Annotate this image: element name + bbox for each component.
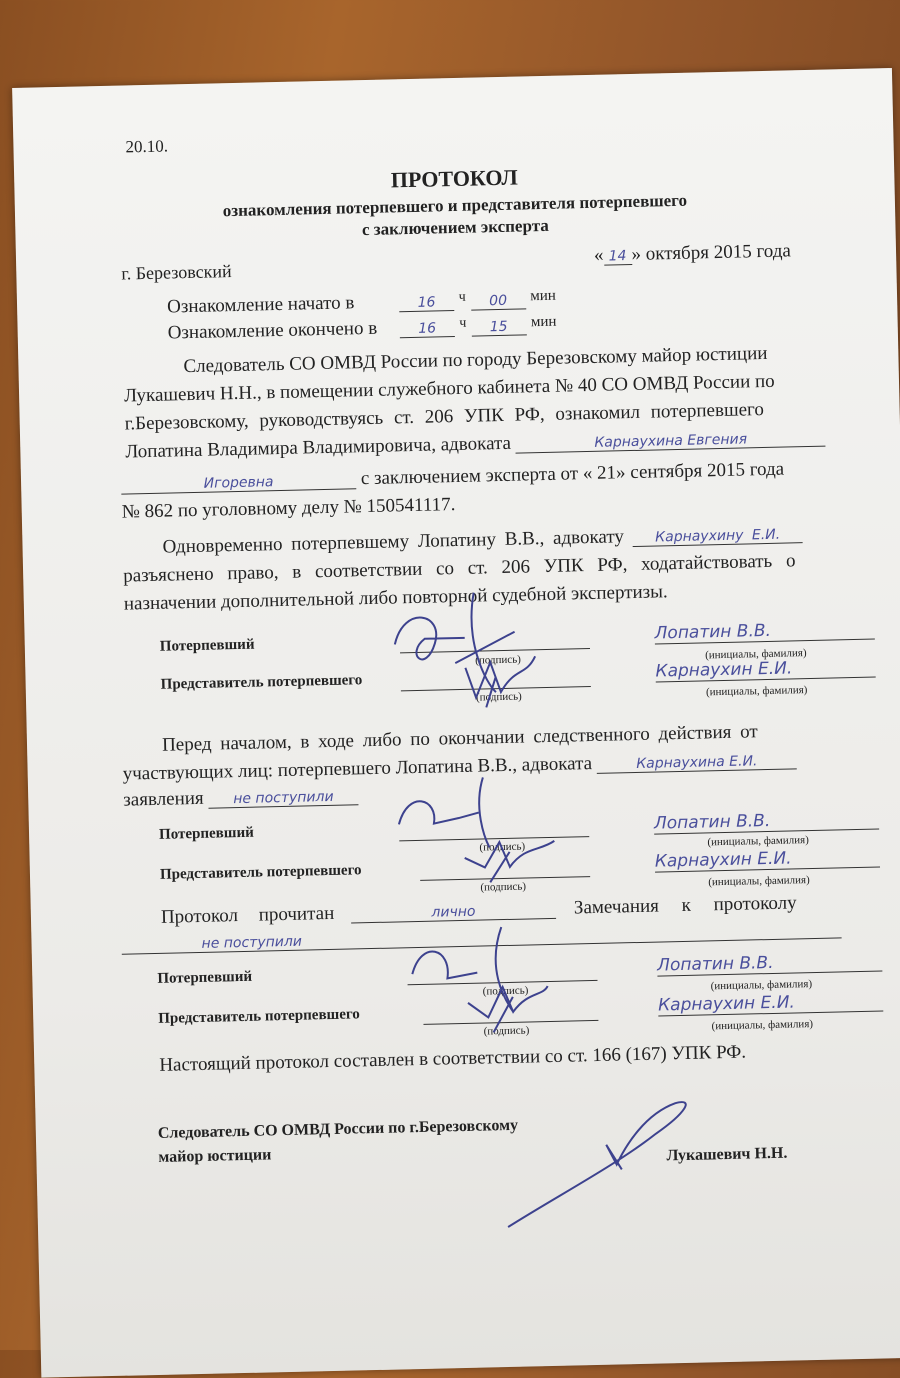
doc-subtitle-1: ознакомления потерпевшего и представителя потерпевшего bbox=[222, 190, 688, 221]
victim-name-field: Лопатин В.В. bbox=[654, 619, 874, 645]
footer-note: Настоящий протокол составлен в соответствии со ст. 166 (167) УПК РФ. bbox=[159, 1041, 747, 1076]
paragraph-1-line bbox=[121, 459, 784, 496]
doc-date bbox=[594, 240, 791, 266]
investigator-title: Следователь СО ОМВД России по г.Березовскому bbox=[157, 1116, 519, 1142]
date-day-field: 14 bbox=[603, 248, 631, 266]
case-number: № 862 по уголовному делу № 150541117. bbox=[121, 494, 456, 523]
name-caption: (инициалы, фамилия) bbox=[711, 1018, 814, 1033]
paragraph-1-line: Лукашевич Н.Н., в помещении служебного кабинета № 40 СО ОМВД России по bbox=[123, 370, 775, 407]
date-note: 20.10. bbox=[125, 136, 169, 157]
name-caption: (инициалы, фамилия) bbox=[705, 684, 808, 699]
remarks-label: Замечания к протоколу bbox=[573, 892, 797, 919]
paragraph-1-line: г.Березовскому, руководствуясь ст. 206 УПК РФ, ознакомил потерпевшего bbox=[124, 399, 765, 435]
lawyer-field-3: Карнаухина Е.И. bbox=[597, 752, 797, 774]
paragraph-1-line: Следователь СО ОМВД России по городу Березовскому майор юстиции bbox=[183, 342, 768, 378]
start-row bbox=[167, 288, 556, 319]
minute-label: мин bbox=[530, 313, 557, 331]
doc-subtitle-2: с заключением эксперта bbox=[361, 215, 549, 240]
victim-label: Потерпевший bbox=[157, 968, 253, 987]
name-caption: (инициалы, фамилия) bbox=[708, 874, 810, 889]
sign-caption: (подпись) bbox=[475, 690, 522, 704]
rep-signature-1 bbox=[445, 646, 547, 718]
name-caption: (инициалы, фамилия) bbox=[705, 647, 807, 662]
rep-label: Представитель потерпевшего bbox=[159, 862, 362, 883]
paragraph-2-line: разъяснено право, в соответствии со ст. 206 УПК РФ, ходатайствовать о bbox=[122, 550, 796, 587]
remarks-field: не поступили bbox=[121, 921, 841, 954]
rep-signature-3 bbox=[452, 971, 554, 1043]
start-hour: 16 bbox=[399, 294, 454, 312]
end-row bbox=[167, 314, 556, 345]
victim-label: Потерпевший bbox=[159, 636, 255, 655]
victim-label: Потерпевший bbox=[158, 824, 254, 843]
lawyer-name-field: Карнаухина Евгения bbox=[516, 430, 826, 454]
hour-label: ч bbox=[459, 315, 467, 331]
sign-caption: (подпись) bbox=[479, 840, 526, 854]
minute-label: мин bbox=[530, 287, 556, 305]
date-open: « bbox=[593, 244, 604, 266]
paragraph-3-line bbox=[123, 784, 359, 811]
investigator-rank: майор юстиции bbox=[158, 1146, 272, 1166]
doc-title: ПРОТОКОЛ bbox=[390, 164, 518, 193]
p3-text: участвующих лиц: потерпевшего Лопатина В.В., адвоката bbox=[122, 753, 593, 785]
sign-caption: (подпись) bbox=[475, 653, 522, 667]
p2-text: Одновременно потерпевшему Лопатину В.В., адвокату bbox=[162, 526, 625, 558]
sign-caption: (подпись) bbox=[480, 880, 527, 894]
start-minute: 00 bbox=[470, 292, 525, 310]
sign-caption: (подпись) bbox=[483, 1024, 530, 1038]
victim-name-field: Лопатин В.В. bbox=[654, 809, 879, 835]
hour-label: ч bbox=[458, 289, 466, 305]
document-page bbox=[12, 68, 900, 1378]
lawyer-label: Лопатина Владимира Владимировича, адвоката bbox=[125, 432, 512, 463]
paragraph-2-line: назначении дополнительной либо повторной судебной экспертизы. bbox=[123, 581, 668, 615]
statements-label: заявления bbox=[123, 787, 204, 811]
rep-signature-2 bbox=[449, 826, 561, 898]
start-label: Ознакомление начато в bbox=[166, 292, 355, 318]
read-label: Протокол прочитан bbox=[160, 902, 335, 928]
lawyer-field-2: Карнаухину Е.И. bbox=[633, 526, 803, 547]
rep-label: Представитель потерпевшего bbox=[158, 1006, 361, 1027]
investigator-signature bbox=[495, 1082, 718, 1237]
victim-name-field: Лопатин В.В. bbox=[657, 950, 882, 976]
end-minute: 15 bbox=[471, 318, 526, 336]
rep-name-field: Карнаухин Е.И. bbox=[655, 846, 880, 872]
lawyer-name-field-cont: Игоревна bbox=[121, 472, 356, 494]
end-hour: 16 bbox=[400, 320, 455, 338]
rep-label: Представитель потерпевшего bbox=[160, 672, 363, 693]
name-caption: (инициалы, фамилия) bbox=[710, 978, 813, 993]
rep-name-field: Карнаухин Е.И. bbox=[658, 990, 883, 1016]
name-caption: (инициалы, фамилия) bbox=[707, 834, 809, 849]
expert-date: с заключением эксперта от « 21» сентября 2015 года bbox=[360, 458, 785, 490]
city: г. Березовский bbox=[121, 261, 232, 284]
date-rest: » октября 2015 года bbox=[631, 240, 792, 265]
read-field: лично bbox=[351, 902, 556, 924]
end-label: Ознакомление окончено в bbox=[167, 317, 378, 344]
rep-name-field: Карнаухин Е.И. bbox=[655, 657, 875, 683]
investigator-name: Лукашевич Н.Н. bbox=[666, 1144, 788, 1165]
statements-field: не поступили bbox=[208, 788, 358, 808]
sign-caption: (подпись) bbox=[482, 984, 529, 998]
paragraph-3-line: Перед началом, в ходе либо по окончании следственного действия от bbox=[161, 721, 758, 756]
